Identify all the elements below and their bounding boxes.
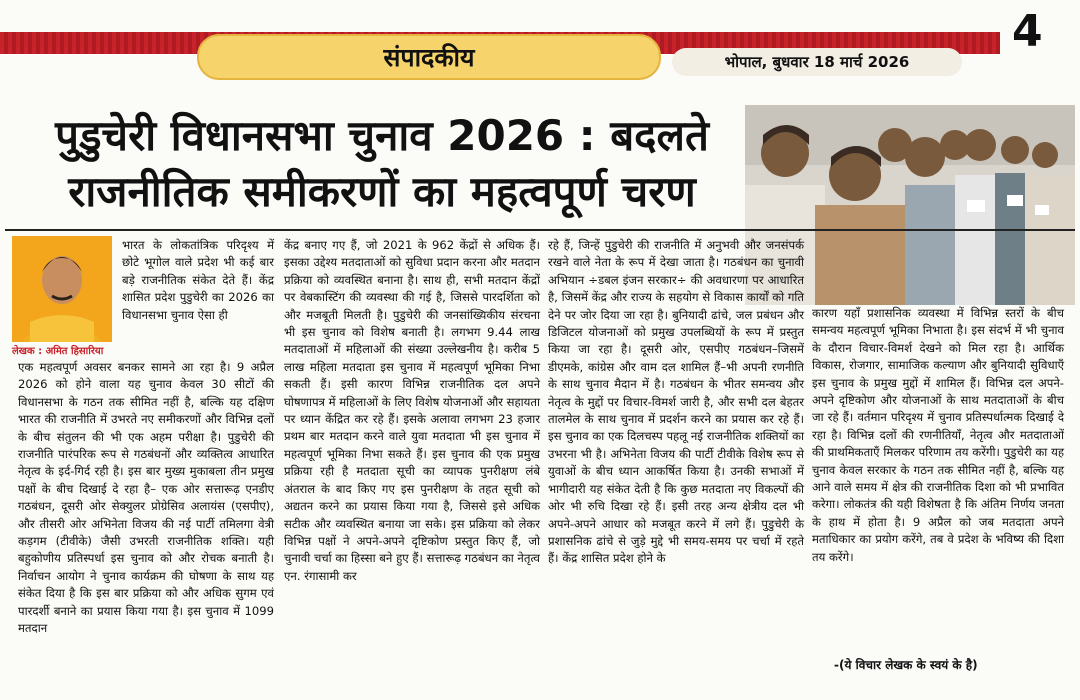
article-col2: [284, 237, 540, 585]
headline: [22, 108, 742, 220]
article-col1-top: [122, 237, 274, 324]
article-paragraph: कारण यहाँ प्रशासनिक व्यवस्था में विभिन्न स्तरों के बीच समन्वय महत्वपूर्ण भूमिका निभाता है। इस संदर्भ में भी चुनाव के दौरान विचार-विमर्श देखने को मिल रहा है। आर्थिक विकास, रोजगार, सामाजिक कल्याण और बुनियादी सुविधाएँ इस चुनाव के प्रमुख मुद्दों में शामिल हैं। विभिन्न दल अपने-अपने दृष्टिकोण और योजनाओं के साथ मतदाताओं के बीच जा रहे हैं। वर्तमान परिदृश्य में चुनाव प्रतिस्पर्धात्मक दिखाई दे रहा है। विभिन्न दलों की रणनीतियाँ, नेतृत्व और मतदाताओं की प्राथमिकताएँ मिलकर परिणाम तय करेंगी। पुडुचेरी का यह चुनाव केवल सरकार के गठन तक सीमित नहीं है, बल्कि यह आने वाले समय में क्षेत्र की राजनीतिक दिशा को भी प्रभावित करेगा। लोकतंत्र की यही विशेषता है कि अंतिम निर्णय जनता के हाथ में होता है। 9 अप्रैल को जब मतदाता अपने मताधिकार का प्रयोग करेंगे, तब वे प्रदेश के भविष्य की दिशा तय करेंगे।: [812, 306, 1064, 564]
page-number: 4: [1012, 6, 1043, 57]
article-col3: [548, 237, 804, 568]
section-label: संपादकीय: [197, 34, 661, 80]
headline-line-1: पुडुचेरी विधानसभा चुनाव 2026 : बदलते: [55, 111, 709, 160]
author-photo: [12, 236, 112, 342]
dateline: भोपाल, बुधवार 18 मार्च 2026: [672, 48, 962, 76]
headline-rule: [5, 229, 1075, 231]
author-portrait: [12, 236, 112, 342]
article-paragraph: केंद्र बनाए गए हैं, जो 2021 के 962 केंद्रों से अधिक हैं। इसका उद्देश्य मतदाताओं को सुविधा प्रदान करना और मतदान प्रक्रिया को व्यवस्थित बनाना है। साथ ही, सभी मतदान केंद्रों पर वेबकास्टिंग की व्यवस्था की गई है, जिससे पारदर्शिता को और मजबूती मिलती है। पुडुचेरी की जनसांख्यिकीय संरचना भी इस चुनाव को विशेष बनाती है। लगभग 9.44 लाख मतदाताओं में महिलाओं की संख्या उल्लेखनीय है। करीब 5 लाख महिला मतदाता इस चुनाव में महत्वपूर्ण भूमिका निभा सकती हैं। इसी कारण विभिन्न राजनीतिक दल अपने घोषणापत्र में महिलाओं के लिए विशेष योजनाओं और सहायता पर ध्यान केंद्रित कर रहे हैं। इसके अलावा लगभग 23 हजार प्रथम बार मतदान करने वाले युवा मतदाता भी इस चुनाव में महत्वपूर्ण भूमिका निभा सकते हैं। इस चुनाव की एक प्रमुख प्रक्रिया रही है मतदाता सूची का व्यापक पुनरीक्षण लंबे अंतराल के बाद किए गए इस पुनरीक्षण के तहत सूची को अद्यतन करने का प्रयास किया गया है, जिससे इसे अधिक सटीक और व्यवस्थित बनाया जा सके। इस प्रक्रिया को लेकर विभिन्न पक्षों ने अपने-अपने दृष्टिकोण प्रस्तुत किए हैं, जो चुनावी चर्चा का हिस्सा बने हुए हैं। सत्तारूढ़ गठबंधन का नेतृत्व एन. रंगासामी कर: [284, 238, 540, 583]
opinion-disclaimer: -(ये विचार लेखक के स्वयं के है): [834, 658, 978, 672]
headline-line-2: राजनीतिक समीकरणों का महत्वपूर्ण चरण: [68, 167, 696, 216]
article-col4: [812, 305, 1064, 566]
article-col1: [18, 359, 274, 638]
article-paragraph: भारत के लोकतांत्रिक परिदृश्य में छोटे भूगोल वाले प्रदेश भी कई बार बड़े राजनीतिक संकेत देते हैं। केंद्र शासित प्रदेश पुडुचेरी का 2026 का विधानसभा चुनाव ऐसा ही: [122, 238, 274, 322]
author-caption: लेखक : अमित हिसारिया: [12, 346, 104, 357]
article-paragraph: रहे हैं, जिन्हें पुडुचेरी की राजनीति में अनुभवी और जनसंपर्क रखने वाले नेता के रूप में देखा जाता है। गठबंधन का चुनावी अभियान ÷डबल इंजन सरकार÷ की अवधारणा पर आधारित है, जिसमें केंद्र और राज्य के सहयोग से विकास कार्यों को गति देने पर जोर दिया जा रहा है। बुनियादी ढांचे, जल प्रबंधन और डिजिटल योजनाओं को प्रमुख उपलब्धियों के रूप में प्रस्तुत किया जा रहा है। दूसरी ओर, एसपीए गठबंधन–जिसमें डीएमके, कांग्रेस और वाम दल शामिल हैं–भी अपनी रणनीति के साथ चुनाव मैदान में है। गठबंधन के भीतर समन्वय और नेतृत्व के मुद्दों पर विचार-विमर्श जारी है, और सभी दल बेहतर तालमेल के साथ चुनाव में प्रदर्शन करने का प्रयास कर रहे हैं। इस चुनाव का एक दिलचस्प पहलू नई राजनीतिक शक्तियों का उभरना भी है। अभिनेता विजय की पार्टी टीवीके विशेष रूप से युवाओं के बीच ध्यान आकर्षित किया है। उनकी सभाओं में भागीदारी यह संकेत देती है कि कुछ मतदाता नए विकल्पों की ओर भी रुचि दिखा रहे हैं। इसी तरह अन्य क्षेत्रीय दल भी अपने-अपने आधार को मजबूत करने में लगे हैं। पुडुचेरी के प्रशासनिक ढांचे से जुड़े मुद्दे भी समय-समय पर चर्चा में रहते हैं। केंद्र शासित प्रदेश होने के: [548, 238, 804, 566]
article-paragraph: एक महत्वपूर्ण अवसर बनकर सामने आ रहा है। 9 अप्रैल 2026 को होने वाला यह चुनाव केवल 30 सीटों की विधानसभा के गठन तक सीमित नहीं है, बल्कि यह दक्षिण भारत की राजनीति में उभरते नए समीकरणों और विभिन्न दलों के बीच संतुलन की भी एक अहम परीक्षा है। पुडुचेरी की राजनीति पारंपरिक रूप से गठबंधनों और व्यक्तित्व आधारित नेतृत्व के इर्द-गिर्द रही है। इस बार मुख्य मुकाबला तीन प्रमुख पक्षों के बीच दिखाई दे रहा है– एक ओर सत्तारूढ़ एनडीए गठबंधन, दूसरी ओर सेक्युलर प्रोग्रेसिव अलायंस (एसपीए), और तीसरी ओर अभिनेता विजय की नई पार्टी तमिलगा वेत्री कड़गम (टीवीके) जैसी उभरती राजनीतिक शक्ति। यही बहुकोणीय प्रतिस्पर्धा इस चुनाव को और रोचक बनाती है। निर्वाचन आयोग ने चुनाव कार्यक्रम की घोषणा के साथ यह संकेत दिया है कि इस बार प्रक्रिया को और अधिक सुगम एवं पारदर्शी बनाने का प्रयास किया गया है। इस चुनाव में 1099 मतदान: [18, 360, 274, 636]
